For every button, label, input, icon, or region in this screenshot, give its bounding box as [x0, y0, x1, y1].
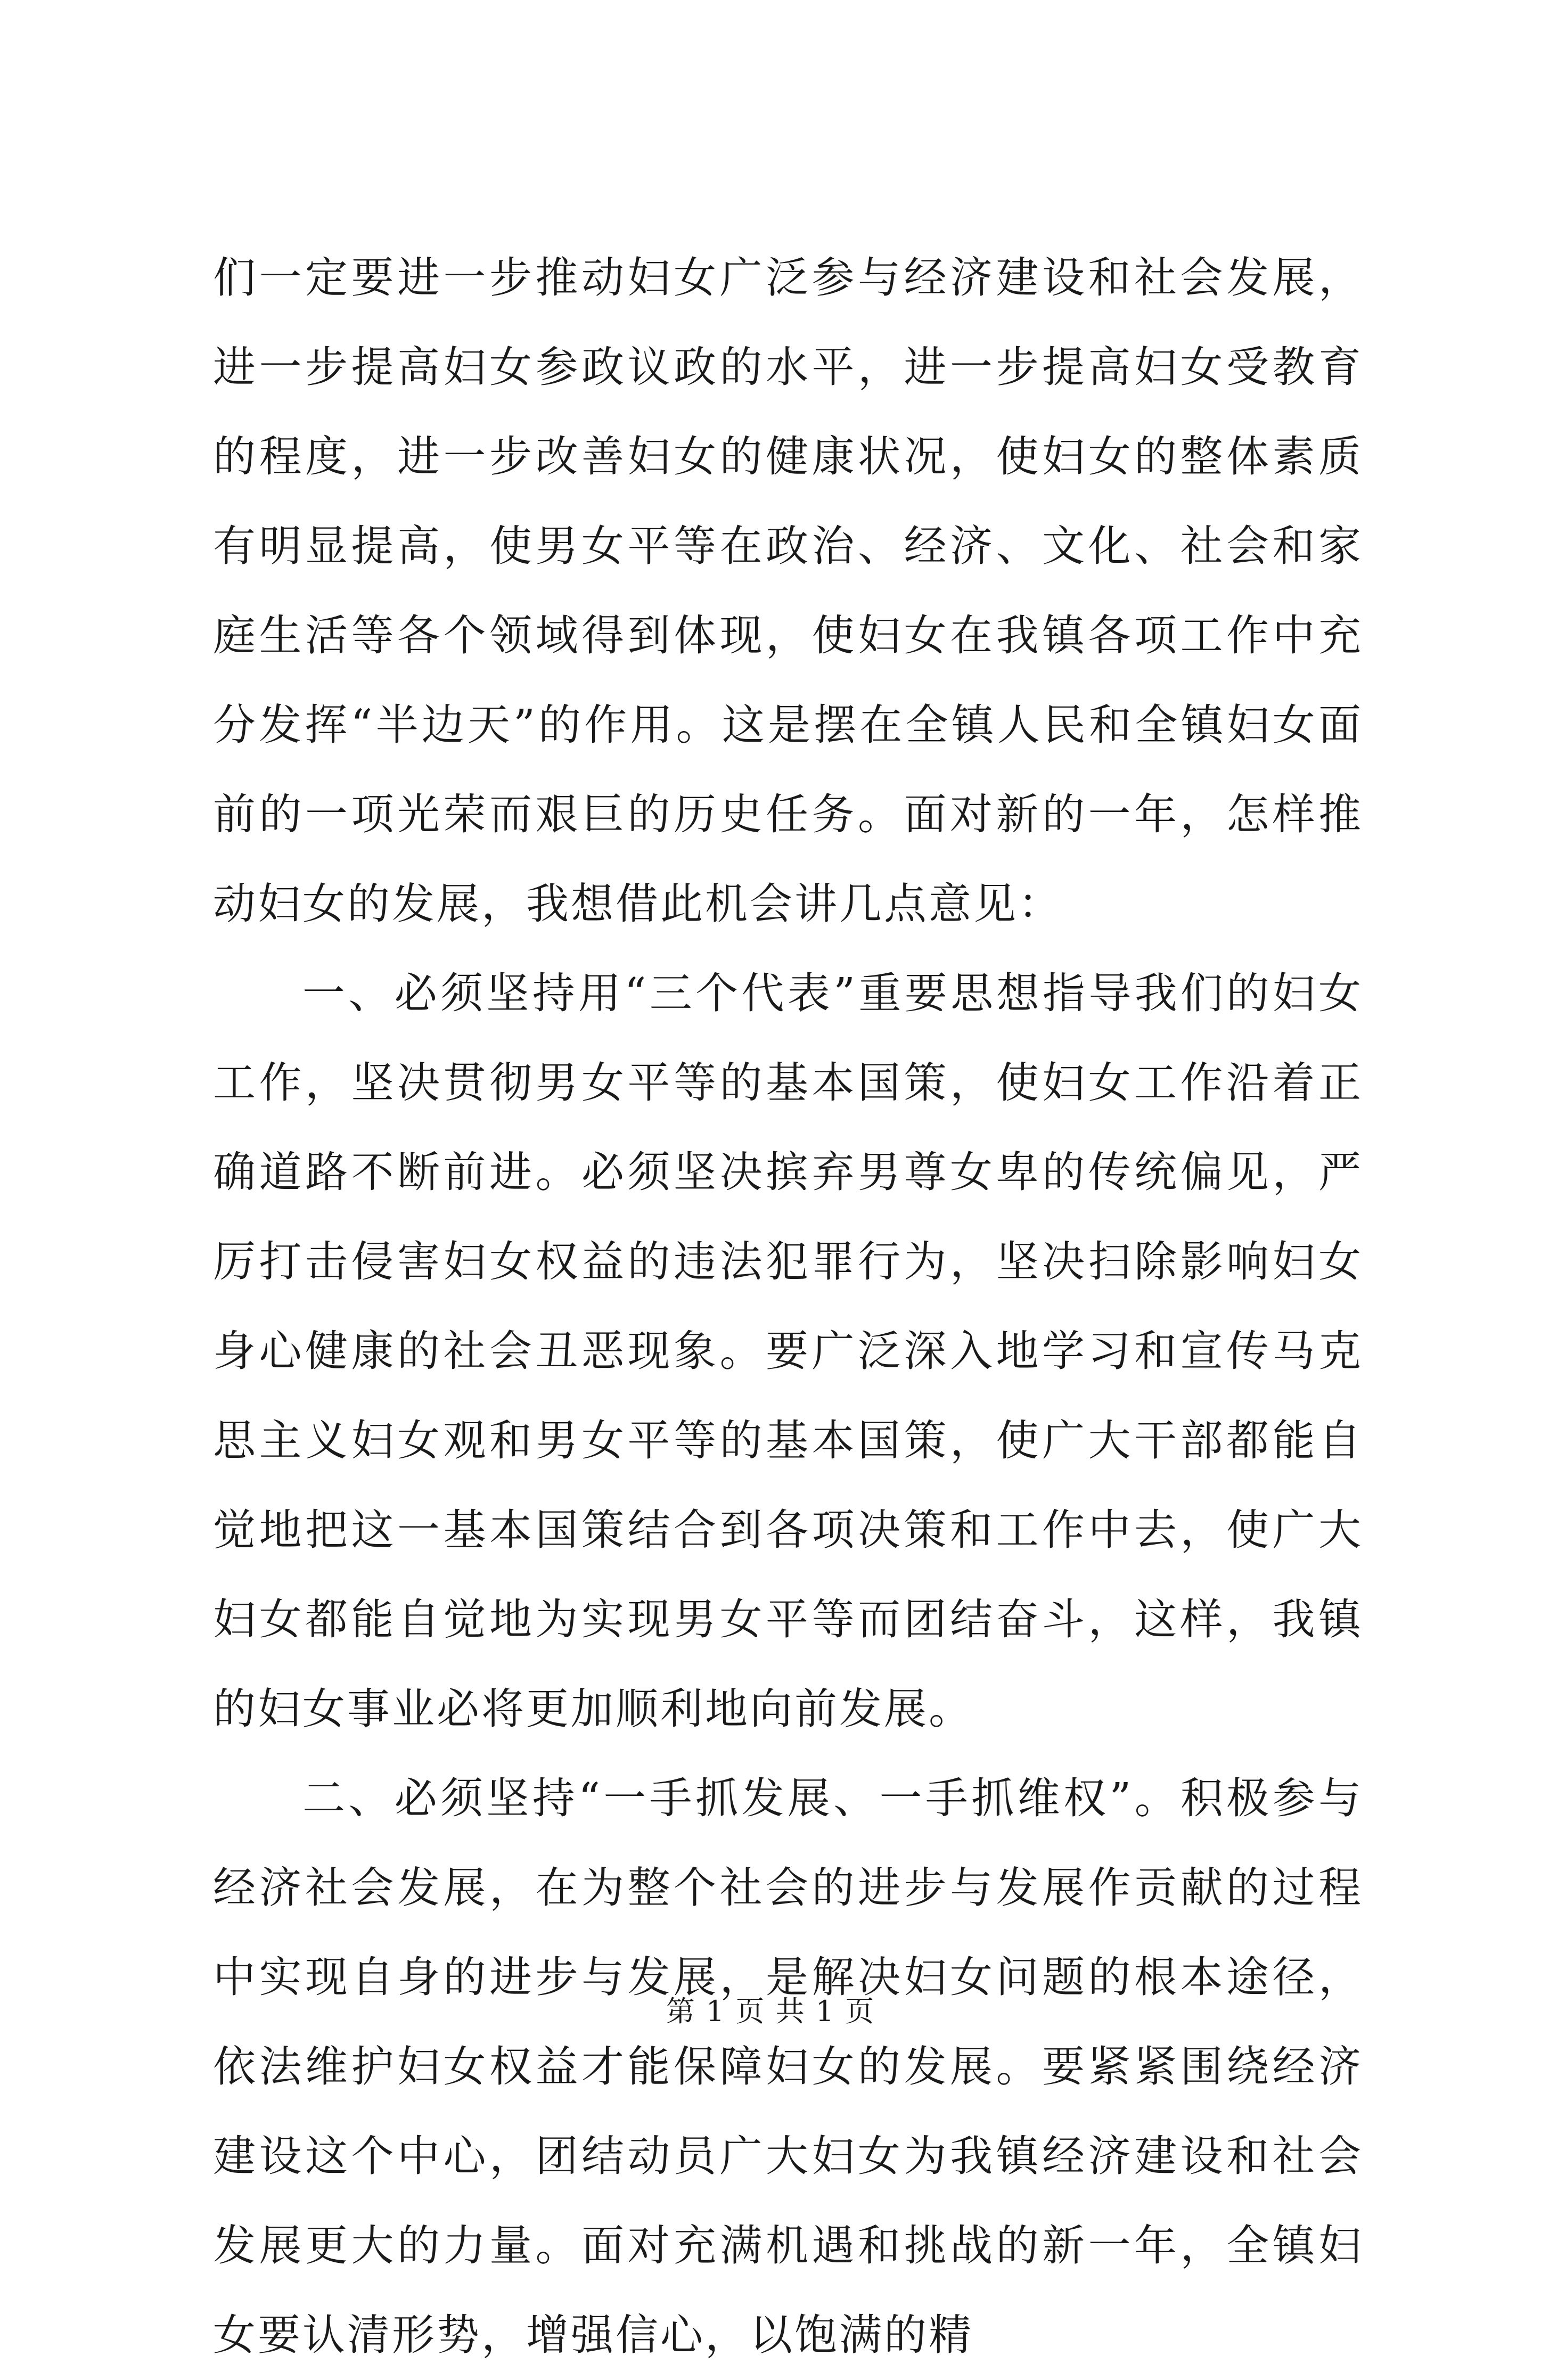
document-body	[213, 233, 1363, 2380]
paragraph-continuation: 们一定要进一步推动妇女广泛参与经济建设和社会发展，进一步提高妇女参政议政的水平，进一步提高妇女受教育的程度，进一步改善妇女的健康状况，使妇女的整体素质有明显提高，使男女平等在政治、经济、文化、社会和家庭生活等各个领域得到体现，使妇女在我镇各项工作中充分发挥“半边天”的作用。这是摆在全镇人民和全镇妇女面前的一项光荣而艰巨的历史任务。面对新的一年，怎样推动妇女的发展，我想借此机会讲几点意见：	[213, 253, 1363, 929]
paragraph-point-two: 二、必须坚持“一手抓发展、一手抓维权”。积极参与经济社会发展，在为整个社会的进步与发展作贡献的过程中实现自身的进步与发展，是解决妇女问题的根本途径，依法维护妇女权益才能保障妇女的发展。要紧紧围绕经济建设这个中心，团结动员广大妇女为我镇经济建设和社会发展更大的力量。面对充满机遇和挑战的新一年，全镇妇女要认清形势，增强信心，以饱满的精	[213, 1774, 1363, 2360]
page-number-footer: 第 1 页 共 1 页	[666, 1995, 875, 2028]
paragraph-point-one: 一、必须坚持用“三个代表”重要思想指导我们的妇女工作，坚决贯彻男女平等的基本国策，使妇女工作沿着正确道路不断前进。必须坚决摈弃男尊女卑的传统偏见，严厉打击侵害妇女权益的违法犯罪行为，坚决扫除影响妇女身心健康的社会丑恶现象。要广泛深入地学习和宣传马克思主义妇女观和男女平等的基本国策，使广大干部都能自觉地把这一基本国策结合到各项决策和工作中去，使广大妇女都能自觉地为实现男女平等而团结奋斗，这样，我镇的妇女事业必将更加顺利地向前发展。	[213, 969, 1363, 1734]
